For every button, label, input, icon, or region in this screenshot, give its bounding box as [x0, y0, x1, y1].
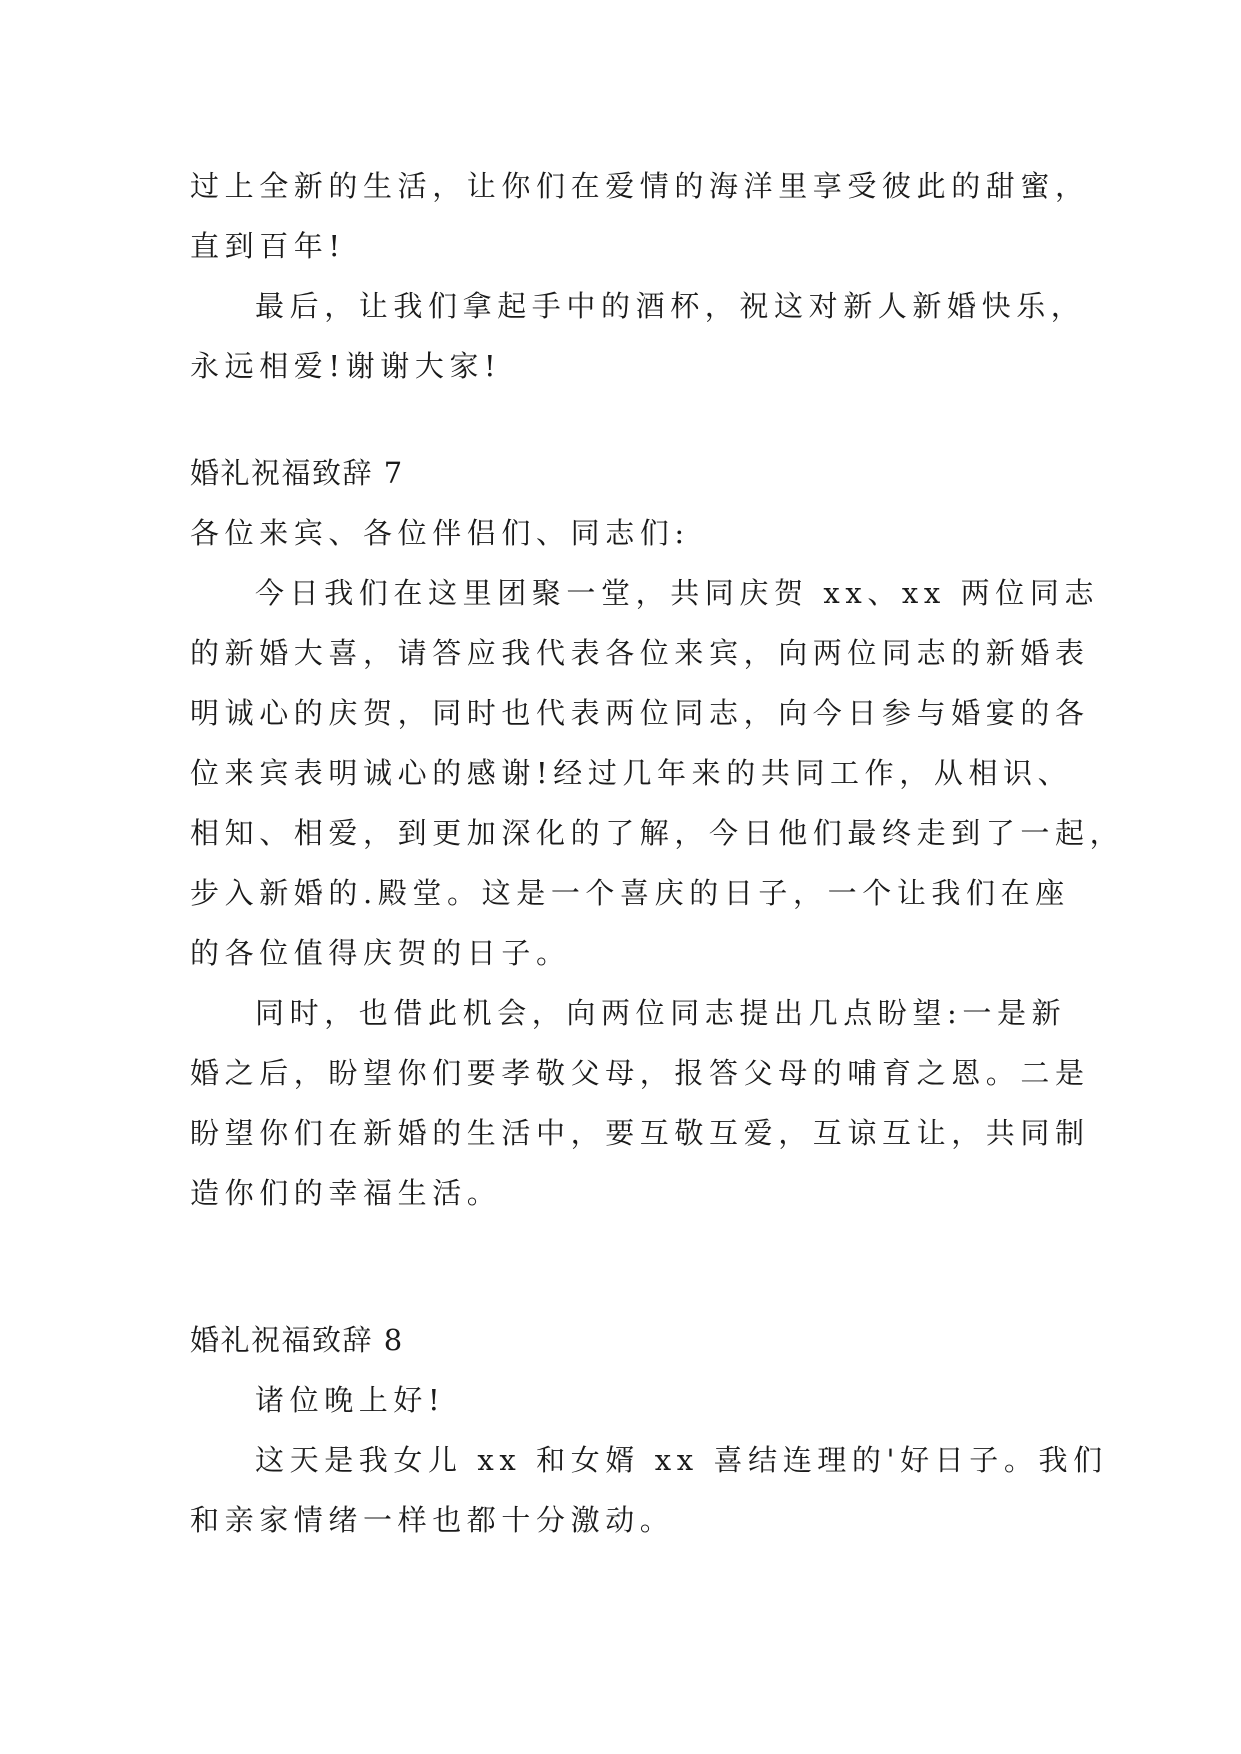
body-text-line: 相知、相爱，到更加深化的了解，今日他们最终走到了一起， — [190, 816, 1125, 850]
body-text-line: 位来宾表明诚心的感谢!经过几年来的共同工作，从相识、 — [190, 756, 1073, 790]
body-text-line: 今日我们在这里团聚一堂，共同庆贺 xx、xx 两位同志 — [255, 576, 1100, 610]
salutation: 各位来宾、各位伴侣们、同志们: — [190, 516, 690, 550]
body-text-line: 明诚心的庆贺，同时也代表两位同志，向今日参与婚宴的各 — [190, 696, 1090, 730]
body-text-line: 永远相爱!谢谢大家! — [190, 349, 502, 383]
greeting: 诸位晚上好! — [255, 1383, 446, 1417]
body-text-line: 直到百年! — [190, 229, 346, 263]
body-text-line: 最后，让我们拿起手中的酒杯，祝这对新人新婚快乐， — [255, 289, 1086, 323]
body-text-line: 盼望你们在新婚的生活中，要互敬互爱，互谅互让，共同制 — [190, 1116, 1090, 1150]
body-text-line: 同时，也借此机会，向两位同志提出几点盼望:一是新 — [255, 996, 1067, 1030]
body-text-line: 过上全新的生活，让你们在爱情的海洋里享受彼此的甜蜜， — [190, 169, 1090, 203]
body-text-line: 步入新婚的.殿堂。这是一个喜庆的日子，一个让我们在座 — [190, 876, 1070, 910]
body-text-line: 婚之后，盼望你们要孝敬父母，报答父母的哺育之恩。二是 — [190, 1056, 1090, 1090]
section-heading: 婚礼祝福致辞 8 — [190, 1323, 404, 1357]
body-text-line: 造你们的幸福生活。 — [190, 1176, 502, 1210]
body-text-line: 和亲家情绪一样也都十分激动。 — [190, 1503, 675, 1537]
body-text-line: 这天是我女儿 xx 和女婿 xx 喜结连理的'好日子。我们 — [255, 1443, 1108, 1477]
section-heading: 婚礼祝福致辞 7 — [190, 456, 404, 490]
body-text-line: 的各位值得庆贺的日子。 — [190, 936, 571, 970]
body-text-line: 的新婚大喜，请答应我代表各位来宾，向两位同志的新婚表 — [190, 636, 1090, 670]
